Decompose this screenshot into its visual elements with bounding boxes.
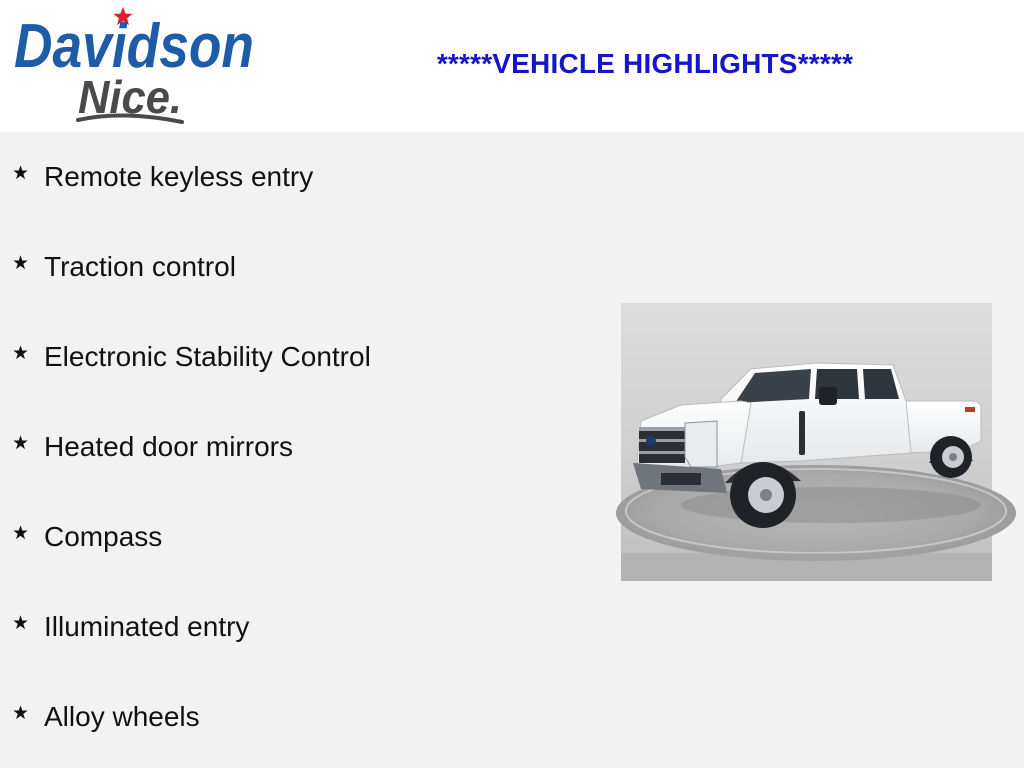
feature-label: Traction control [44, 251, 236, 282]
davidson-nice-logo-icon [12, 6, 262, 128]
star-bullet-icon: ★ [12, 342, 30, 364]
star-bullet-icon: ★ [12, 522, 30, 544]
feature-label: Heated door mirrors [44, 431, 293, 462]
star-bullet-icon: ★ [12, 162, 30, 184]
feature-item [12, 157, 313, 197]
header-bar [0, 0, 1024, 132]
vehicle-photo[interactable] [621, 303, 992, 581]
svg-text:Davidson: Davidson [14, 12, 255, 81]
svg-text:Nice.: Nice. [78, 71, 182, 123]
feature-item [12, 427, 293, 467]
feature-item [12, 337, 371, 377]
feature-label: Remote keyless entry [44, 161, 314, 192]
pickup-truck-image [621, 303, 992, 581]
feature-item [12, 607, 249, 647]
feature-item [12, 517, 162, 557]
star-bullet-icon: ★ [12, 612, 30, 634]
feature-label: Illuminated entry [44, 611, 250, 642]
feature-list [0, 132, 600, 768]
feature-item [12, 247, 236, 287]
star-bullet-icon: ★ [12, 252, 30, 274]
feature-item [12, 697, 200, 737]
page-title: *****VEHICLE HIGHLIGHTS***** [436, 48, 854, 79]
feature-label: Electronic Stability Control [44, 341, 371, 372]
feature-label: Compass [44, 521, 163, 552]
star-bullet-icon: ★ [12, 432, 30, 454]
star-bullet-icon: ★ [12, 702, 30, 724]
feature-label: Alloy wheels [44, 701, 200, 732]
dealer-logo[interactable] [12, 6, 262, 128]
